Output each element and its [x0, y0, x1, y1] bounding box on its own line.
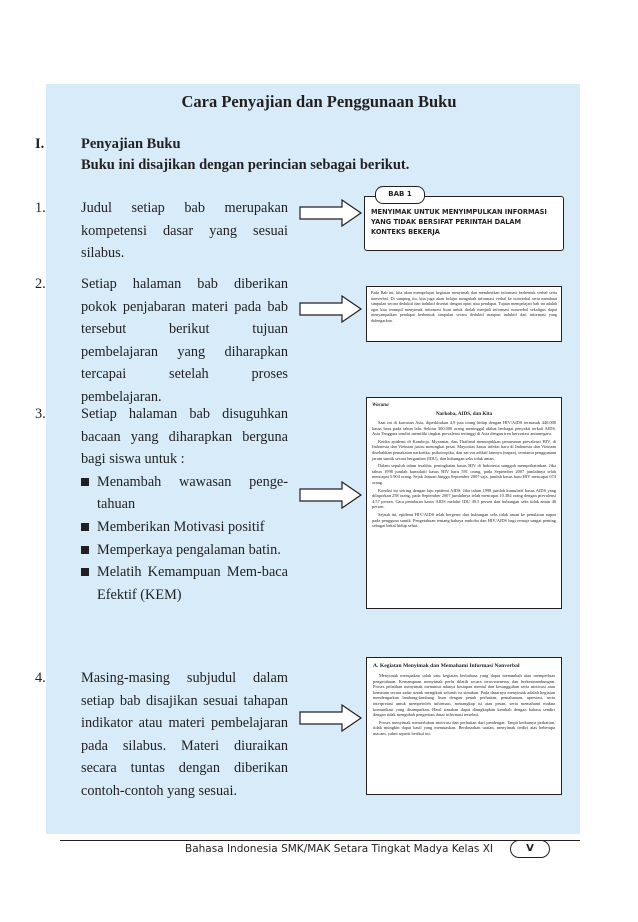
- page-number: V: [510, 840, 550, 858]
- item-number: 1.: [35, 200, 46, 216]
- footer-rule: [60, 840, 580, 841]
- subsection-paragraph: Menyimak merupakan salah satu kegiatan berbahasa yang dapat menambah atau memperluas pengetahuan. Kemampuan menyimak perlu dilatih secara terus-menerus dan berkesinambungan. Proses pelatihan menyimak menuntut adanya kesiapan mental dan kesungguhan serta motivasi atau kemauan secara sadar untuk mengikuti seluruh isi simakan. Pada dasarnya menyimak adalah kegiatan mendengarkan lambang-lambang lisan dengan penuh perhatian, pemahaman, apresiasi, serta interpretasi untuk memperoleh informasi, menangkap isi atau pesan, serta memahami makna komunikasi yang disampaikan. Hasil simakan dapat diungkapkan kembali dengan bahasa sendiri dengan tidak mengubah pengertian dasar informasi tersebut.: [373, 673, 555, 718]
- list-item-2: [35, 273, 288, 409]
- bullet-item: Melatih Kemampuan Mem-baca Efektif (KEM): [81, 561, 288, 606]
- bullet-item: Memperkaya pengalaman batin.: [81, 539, 288, 562]
- passage-label: Wacana: [372, 403, 389, 408]
- list-item-4: [35, 667, 288, 803]
- bullet-item: Memberikan Motivasi positif: [81, 516, 288, 539]
- chapter-tab: BAB 1: [375, 186, 425, 204]
- right-arrow-icon: [298, 480, 364, 510]
- passage-heading: Narkoba, AIDS, dan Kita: [435, 411, 493, 417]
- passage-paragraph: Dalam sepuluh tahun terakhir, peningkatan kasus HIV di Indonesia sungguh memprihatinkan. Jika tahun 1998 jumlah kumulatif kasus HIV baru 591 orang, pada September 2007 jumlahnya telah mencapai 5.904 orang. Sejak Januari hingga September 2007 saja, jumlah kasus baru HIV mencapai 674 orang.: [372, 463, 556, 485]
- chapter-summary-text: Pada Bab ini, kita akan mempelajari kegiatan menyimak dan memberikan informasi berbentuk verbal serta nonverbal. Di samping itu, kita juga akan belajar mengubah informasi verbal ke nonverbal serta membuat simpulan secara deduktif dan induktif disertai dengan opini atau pendapat. Tujuan mempelajari bab ini adalah agar kita terampil menyimak informasi lisan untuk diolah menjadi informasi nonverbal sekaligus dapat menyampaikan pendapat berbentuk simpulan secara deduktif maupun induktif dari informasi yang didengarkan.: [371, 290, 557, 323]
- reading-passage-box: [366, 397, 562, 609]
- section-intro: Buku ini disajikan dengan perincian sebagai berikut.: [81, 157, 410, 173]
- item-text: Masing-masing subjudul dalam setiap bab disajikan sesuai tahapan indikator atau materi pembelajaran pada silabus. Materi diuraikan secara tuntas dengan diberikan contoh-contoh yang sesuai.: [81, 670, 288, 799]
- item-number: 2.: [35, 276, 46, 292]
- item-number: 3.: [35, 406, 46, 422]
- item-number: 4.: [35, 670, 46, 686]
- passage-paragraph: Saat ini di kawasan Asia, diperkirakan 4,9 juta orang hidup dengan HIV/AIDS termasuk 440.000 kasus baru pada tahun lalu. Sekitar 300.000 orang meninggal akibat berbagai penyakit terkait AIDS. Asia Tenggara sendiri memiliki tingkat prevalensi tertinggi di Asia dengan tren bervariasi antarnegara.: [372, 420, 556, 437]
- right-arrow-icon: [298, 294, 364, 324]
- chapter-title-box: [364, 190, 564, 251]
- passage-paragraph: Sejauh ini, epidemi HIV/AIDS telah bergeser dari hubungan seks tidak aman ke penularan napza pada pengguna suntik. Pengetahuan tentang bahaya narkoba dan HIV/AIDS bagi remaja sangat penting sebagai bekal hidup sehat.: [372, 511, 556, 529]
- list-item-1: [35, 197, 288, 265]
- passage-paragraph: Kondisi ini seiring dengan laju epidemi AIDS. Jika tahun 1998 jumlah kumulatif kasus AIDS yang dilaporkan 258 orang, pada September 2007 jumlahnya telah mencapai 10.384 orang dengan prevalensi 4,57 persen. Cara penularan kasus AIDS melalui IDU 49,5 persen dan hubungan seks tidak aman 46 persen.: [372, 487, 556, 510]
- chapter-title: MENYIMAK UNTUK MENYIMPULKAN INFORMASI YANG TIDAK BERSIFAT PERINTAH DALAM KONTEKS BEKERJA: [371, 208, 547, 236]
- subsection-heading: A. Kegiatan Menyimak dan Memahami Informasi Nonverbal: [373, 663, 520, 669]
- right-arrow-icon: [298, 198, 364, 228]
- square-bullet-icon: [81, 523, 89, 531]
- item-text: Judul setiap bab merupakan kompetensi dasar yang sesuai silabus.: [81, 200, 288, 262]
- right-arrow-icon: [298, 703, 364, 733]
- list-item-3: [35, 403, 288, 606]
- square-bullet-icon: [81, 568, 89, 576]
- square-bullet-icon: [81, 546, 89, 554]
- square-bullet-icon: [81, 478, 89, 486]
- subsection-sample-box: [366, 657, 562, 795]
- bullet-item: Menambah wawasan penge-tahuan: [81, 471, 288, 516]
- chapter-summary-box: [366, 286, 562, 342]
- section-heading: Penyajian Buku: [81, 136, 181, 152]
- item-text: Setiap halaman bab disuguhkan bacaan yang diharapkan berguna bagi siswa untuk :: [81, 406, 288, 468]
- page-title: Cara Penyajian dan Penggunaan Buku: [181, 92, 457, 111]
- subsection-paragraph: Proses menyimak memerlukan motivasi dan perhatian dari pendengar. Tanpa keduanya perhatian, tidak mungkin dapat hasil yang memuaskan. Berdasarkan uraian, menyimak terdiri atas beberapa macam, yakni seperti berikut ini.: [373, 719, 555, 736]
- item-text: Setiap halaman bab diberikan pokok penjabaran materi pada bab tersebut berikut tujuan pembelajaran yang diharapkan tercapai setelah proses pembelajaran.: [81, 276, 288, 405]
- passage-paragraph: Ketika epidemi di Kamboja, Myanmar, dan Thailand menunjukkan penurunan prevalensi HIV, di Indonesia dan Vietnam justru meningkat pesat. Mayoritas kasus infeksi baru di Indonesia dan Vietnam disebabkan pemakaian narkotika, psikotropika, dan zat-zat adiktif lainnya (napza), terutama penggunaan jarum suntik secara bergantian (IDU), dan hubungan seks tidak aman.: [372, 438, 556, 461]
- footer-text: Bahasa Indonesia SMK/MAK Setara Tingkat Madya Kelas XI: [185, 843, 493, 855]
- section-number: I.: [35, 136, 45, 152]
